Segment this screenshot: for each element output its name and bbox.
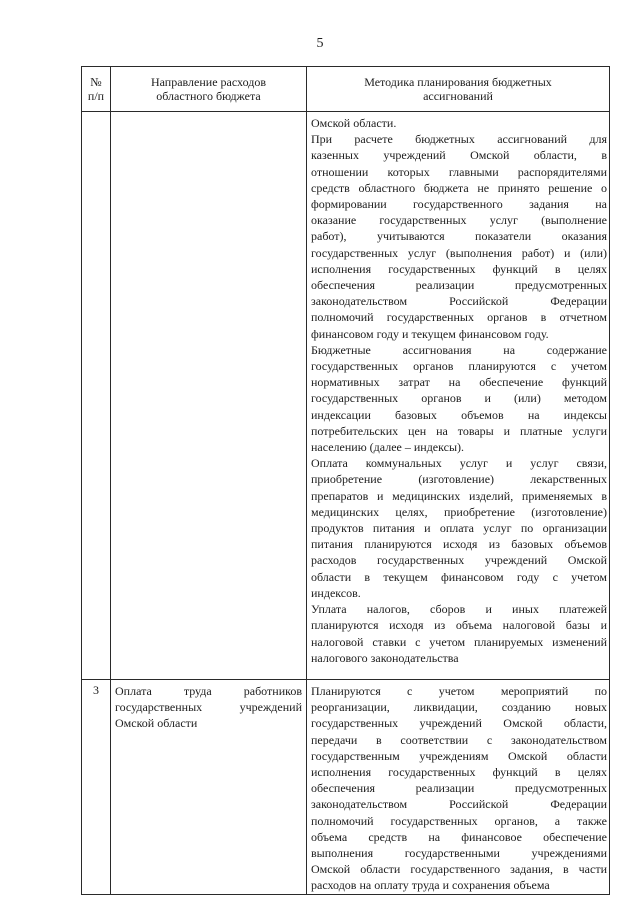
- cell-line: области в текущем финансовом году с учетом: [311, 569, 607, 584]
- cell-line: продуктов питания и оплата услуг по организации: [311, 521, 607, 536]
- row-method-cell: [307, 112, 610, 680]
- cell-line: исполнения государственных функций в целях: [311, 765, 607, 780]
- cell-line: государственных учреждений: [115, 700, 302, 715]
- table-row: [82, 112, 610, 680]
- cell-line: объема средств на финансовое обеспечение: [311, 829, 607, 844]
- cell-line: налогового законодательства: [311, 650, 459, 665]
- header-num: [82, 67, 111, 112]
- cell-line: оказание государственных услуг (выполнение: [311, 213, 607, 228]
- cell-line: государственных услуг (выполнения работ) и (или): [311, 245, 607, 260]
- cell-line: государственным учреждениям Омской области: [311, 748, 607, 763]
- cell-line: Омской области: [115, 716, 198, 731]
- cell-line: финансовом году и текущем финансовом году.: [311, 326, 549, 341]
- cell-line: государственных органов и (или) методом: [311, 391, 607, 406]
- cell-line: медицинских целях, приобретение (изготовление): [311, 504, 607, 519]
- header-method-line: Методика планирования бюджетных: [364, 75, 552, 89]
- cell-line: Оплата коммунальных услуг и услуг связи,: [311, 456, 607, 471]
- cell-line: законодательством Российской Федерации: [311, 797, 607, 812]
- header-num-line: №: [90, 75, 102, 89]
- cell-line: Оплата труда работников: [115, 684, 302, 698]
- header-method: [307, 67, 610, 112]
- cell-line: налоговой ставки с учетом планируемых изменений: [311, 634, 607, 649]
- cell-line: Бюджетные ассигнования на содержание: [311, 342, 607, 357]
- cell-line: полномочий государственных органов, а также: [311, 813, 607, 828]
- cell-line: законодательством Российской Федерации: [311, 294, 607, 309]
- row-direction-cell: [111, 680, 307, 895]
- cell-line: Омской области.: [311, 116, 397, 130]
- cell-line: средств областного бюджета не принято решение о: [311, 180, 607, 195]
- row-direction-cell: [111, 112, 307, 680]
- cell-line: казенных учреждений Омской области, в: [311, 148, 607, 163]
- row-num-cell: 3: [82, 680, 111, 895]
- cell-line: отношении которых главными распорядителями: [311, 164, 607, 179]
- cell-line: обеспечения реализации предусмотренных: [311, 781, 607, 796]
- budget-table: [81, 66, 610, 895]
- cell-line: государственных органов планируются с учетом: [311, 359, 607, 374]
- cell-line: нормативных затрат на обеспечение функций: [311, 375, 607, 390]
- cell-line: обеспечения реализации предусмотренных: [311, 278, 607, 293]
- cell-line: исполнения государственных функций в целях: [311, 261, 607, 276]
- cell-line: населению (далее – индексы).: [311, 440, 465, 455]
- cell-line: выполнения государственными учреждениями: [311, 846, 607, 861]
- cell-line: передачи в соответствии с законодательством: [311, 732, 607, 747]
- cell-line: При расчете бюджетных ассигнований для: [311, 132, 607, 147]
- cell-line: питания планируются исходя из базовых объемов: [311, 537, 607, 552]
- cell-line: государственных учреждений Омской области,: [311, 716, 607, 731]
- cell-line: расходов государственных учреждений Омской: [311, 553, 607, 568]
- table-header-row: [82, 67, 610, 112]
- cell-line: препаратов и медицинских изделий, применяемых в: [311, 488, 607, 503]
- cell-line: расходов на оплату труда и сохранения объема: [311, 878, 550, 893]
- cell-line: формировании государственного задания на: [311, 197, 607, 212]
- cell-line: Уплата налогов, сборов и иных платежей: [311, 602, 607, 617]
- header-method-line: ассигнований: [423, 89, 493, 103]
- cell-line: индексов.: [311, 585, 361, 600]
- table-row: [82, 680, 610, 895]
- cell-line: Планируются с учетом мероприятий по: [311, 684, 607, 698]
- cell-line: потребительских цен на товары и платные услуги: [311, 423, 607, 438]
- cell-line: индексации базовых объемов на индексы: [311, 407, 607, 422]
- cell-line: Омской области государственного задания, в части: [311, 862, 607, 877]
- header-direction: [111, 67, 307, 112]
- cell-line: работ), учитываются показатели оказания: [311, 229, 607, 244]
- cell-line: реорганизации, ликвидации, созданию новых: [311, 700, 607, 715]
- page-number: 5: [316, 36, 324, 51]
- cell-line: полномочий государственных органов в отчетном: [311, 310, 607, 325]
- cell-line: приобретение (изготовление) лекарственных: [311, 472, 607, 487]
- header-direction-line: Направление расходов: [150, 75, 267, 89]
- cell-line: планируются исходя из объема налоговой базы и: [311, 618, 607, 633]
- header-direction-line: областного бюджета: [156, 89, 261, 103]
- row-method-cell: [307, 680, 610, 895]
- header-num-line: п/п: [87, 89, 105, 103]
- row-num-cell: [82, 112, 111, 680]
